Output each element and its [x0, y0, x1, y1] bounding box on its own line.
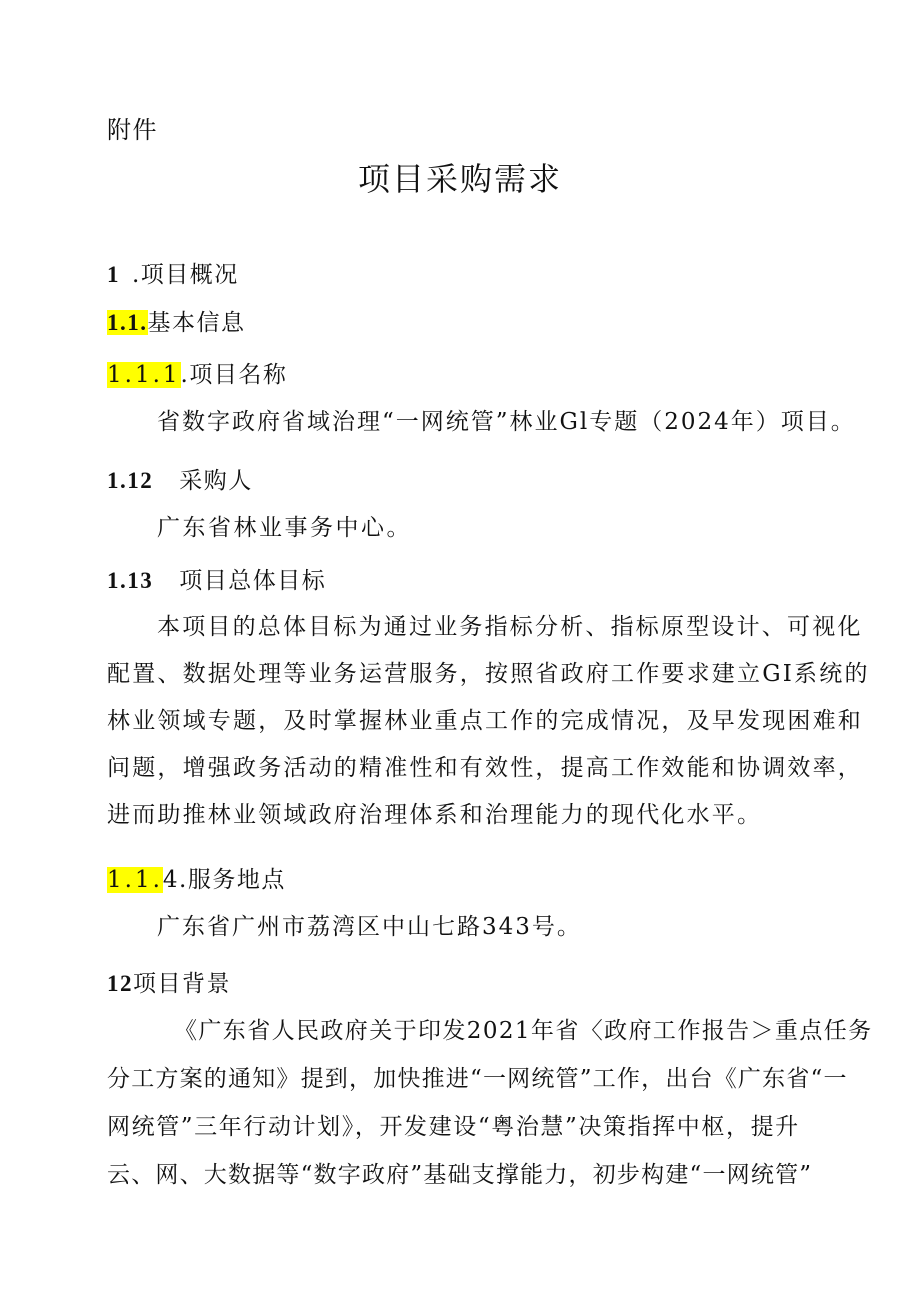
section-title: 项目背景: [133, 971, 231, 997]
section-title: 项目总体目标: [179, 568, 327, 594]
document-title: 项目采购需求: [357, 160, 562, 198]
section-title: .项目概况: [132, 262, 239, 288]
section-1-1-4-heading: [107, 864, 286, 896]
project-name-text: 省数字政府省域治理“一网统管”林业Gl专题（2024年）项目。: [157, 409, 856, 435]
section-1-heading: [107, 259, 239, 291]
section-1-1-heading: [107, 307, 246, 339]
section-number: 1.1.: [107, 310, 148, 335]
section-1-1-1-heading: [107, 359, 287, 391]
section-number: 1.12: [107, 468, 154, 493]
section-number: 1.1.: [107, 867, 163, 893]
section-title: 基本信息: [147, 310, 246, 336]
section-1-1-3-heading: [107, 565, 326, 597]
objective-paragraph-line: 配置、数据处理等业务运营服务，按照省政府工作要求建立GI系统的: [107, 661, 870, 687]
section-number: 1.1.1: [107, 362, 181, 388]
section-title: 采购人: [179, 468, 253, 494]
background-paragraph-line: 网统管”三年行动计划》，开发建设“粤治慧”决策指挥中枢，提升: [107, 1114, 800, 1140]
section-title: 4.服务地点: [162, 867, 286, 893]
attachment-label: 附件: [107, 116, 158, 144]
objective-paragraph-line: 本项目的总体目标为通过业务指标分析、指标原型设计、可视化: [157, 614, 863, 640]
background-paragraph-line: 分工方案的通知》提到，加快推进“一网统管”工作，出台《广东省“一: [107, 1066, 848, 1092]
section-number: 1.13: [107, 568, 154, 593]
purchaser-text: 广东省林业事务中心。: [157, 515, 412, 541]
section-1-2-heading: [107, 968, 231, 1000]
section-number: 12: [107, 971, 133, 996]
objective-paragraph-line: 问题，增强政务活动的精准性和有效性，提高工作效能和协调效率，: [107, 755, 863, 781]
section-1-1-2-heading: [107, 465, 253, 497]
background-paragraph-line: 《广东省人民政府关于印发2021年省〈政府工作报告＞重点任务: [174, 1018, 873, 1044]
section-number: 1: [107, 262, 120, 287]
objective-paragraph-line: 林业领域专题，及时掌握林业重点工作的完成情况，及早发现困难和: [107, 708, 863, 734]
objective-paragraph-line: 进而助推林业领域政府治理体系和治理能力的现代化水平。: [107, 802, 763, 828]
background-paragraph-line: 云、网、大数据等“数字政府”基础支撑能力，初步构建“一网统管”: [107, 1162, 813, 1188]
service-location-text: 广东省广州市荔湾区中山七路343号。: [157, 914, 582, 940]
section-title: .项目名称: [180, 362, 288, 388]
